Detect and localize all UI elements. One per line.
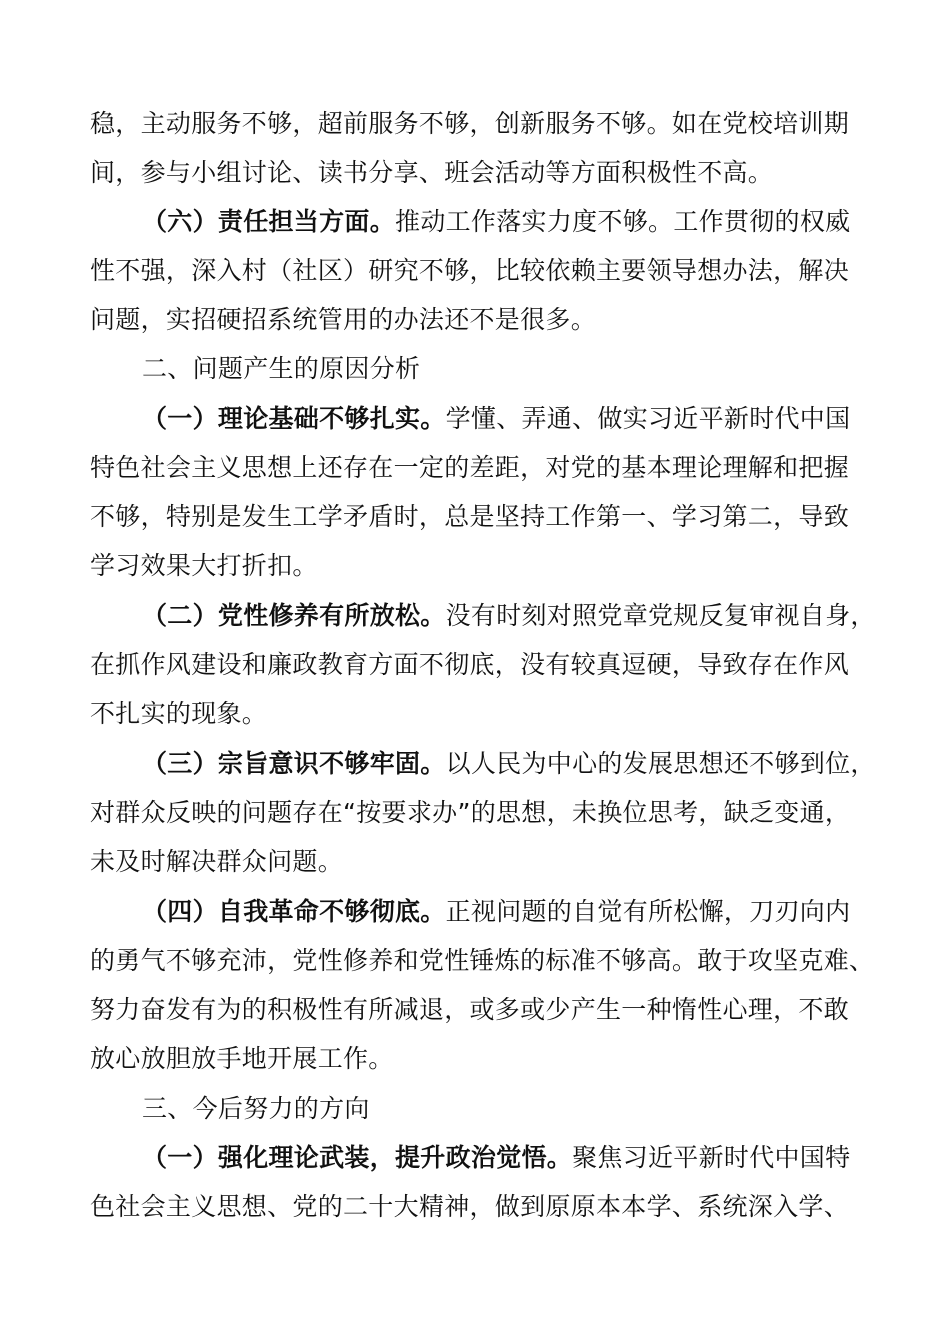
paragraph-text: 推动工作落实力度不够。工作贯彻的权威	[395, 207, 851, 236]
text-line: 未及时解决群众问题。	[90, 847, 344, 876]
text-line: 问题，实招硬招系统管用的办法还不是很多。	[90, 305, 597, 334]
section-heading: 二、问题产生的原因分析	[142, 354, 421, 383]
text-line: 对群众反映的问题存在“按要求办”的思想，未换位思考，缺乏变通，	[90, 798, 851, 827]
paragraph-text: 聚焦习近平新时代中国特	[572, 1143, 851, 1172]
text-line: 特色社会主义思想上还存在一定的差距，对党的基本理论理解和把握	[90, 453, 850, 482]
paragraph-heading-line	[142, 402, 850, 436]
text-line: 不扎实的现象。	[90, 699, 268, 728]
text-line: 的勇气不够充沛，党性修养和党性锤炼的标准不够高。敢于攻坚克难、	[90, 946, 875, 975]
paragraph-heading-line	[142, 1141, 850, 1175]
paragraph-text: 正视问题的自觉有所松懈，刀刃向内	[445, 897, 851, 926]
paragraph-heading: （四）自我革命不够彻底。	[142, 897, 446, 926]
paragraph-heading: （六）责任担当方面。	[142, 207, 396, 236]
paragraph-heading: （一）强化理论武装，提升政治觉悟。	[142, 1143, 573, 1172]
paragraph-heading-line	[142, 895, 850, 929]
paragraph-text: 以人民为中心的发展思想还不够到位，	[445, 749, 876, 778]
text-line: 间，参与小组讨论、读书分享、班会活动等方面积极性不高。	[90, 158, 774, 187]
text-line: 不够，特别是发生工学矛盾时，总是坚持工作第一、学习第二，导致	[90, 502, 850, 531]
text-line: 稳，主动服务不够，超前服务不够，创新服务不够。如在党校培训期	[90, 109, 850, 138]
paragraph-heading: （一）理论基础不够扎实。	[142, 404, 446, 433]
section-heading: 三、今后努力的方向	[142, 1094, 370, 1123]
text-line: 努力奋发有为的积极性有所减退，或多或少产生一种惰性心理，不敢	[90, 995, 850, 1024]
text-line: 在抓作风建设和廉政教育方面不彻底，没有较真逗硬，导致存在作风	[90, 650, 850, 679]
paragraph-heading: （二）党性修养有所放松。	[142, 601, 446, 630]
text-line: 放心放胆放手地开展工作。	[90, 1044, 394, 1073]
paragraph-text: 学懂、弄通、做实习近平新时代中国	[445, 404, 851, 433]
text-line: 学习效果大打折扣。	[90, 551, 318, 580]
paragraph-heading-line	[142, 205, 850, 239]
text-line: 性不强，深入村（社区）研究不够，比较依赖主要领导想办法，解决	[90, 256, 850, 285]
paragraph-text: 没有时刻对照党章党规反复审视自身，	[445, 601, 876, 630]
paragraph-heading-line	[142, 747, 876, 781]
paragraph-heading: （三）宗旨意识不够牢固。	[142, 749, 446, 778]
text-line: 色社会主义思想、党的二十大精神，做到原原本本学、系统深入学、	[90, 1192, 850, 1221]
paragraph-heading-line	[142, 599, 876, 633]
